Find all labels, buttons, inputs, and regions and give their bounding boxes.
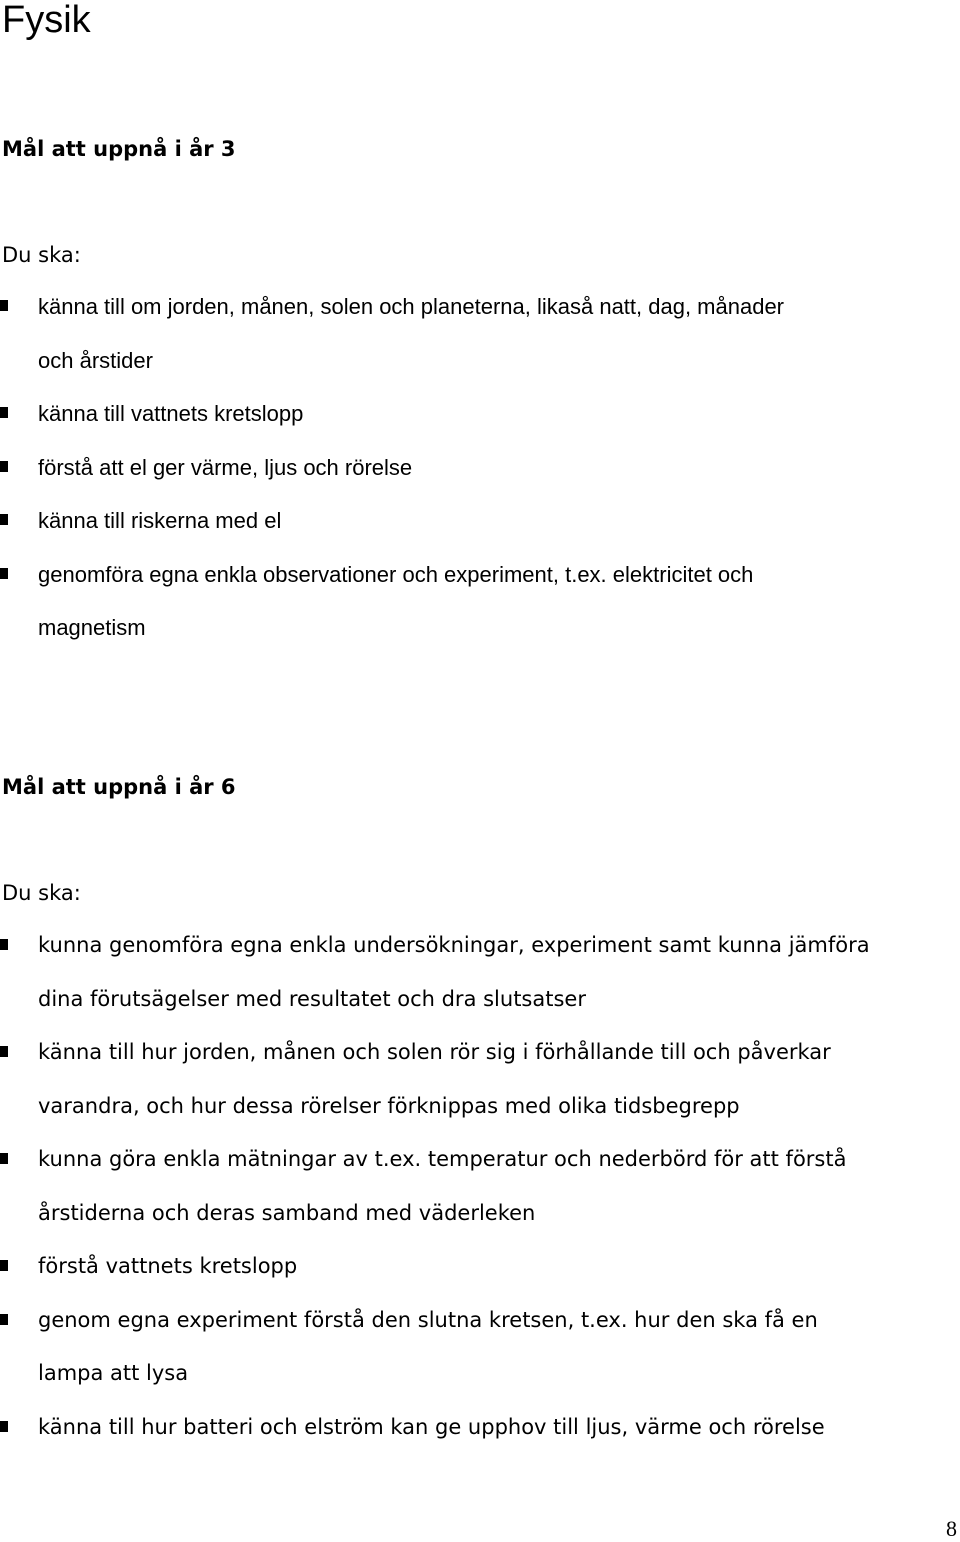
list-item-line: magnetism [38,615,146,640]
list-item [0,1026,955,1133]
bullet-square-icon [0,461,8,472]
list-item-line: och årstider [38,347,153,373]
list-item-line: lampa att lysa [38,1361,189,1385]
page-number: 8 [946,1516,957,1541]
list-item-line: känna till hur batteri och elström kan ge upphov till ljus, värme och rörelse [38,1414,825,1439]
list-item-line: känna till riskerna med el [38,508,282,533]
list-item-line: genomföra egna enkla observationer och experiment, t.ex. elektricitet och [38,561,754,587]
bullet-square-icon [0,1153,8,1164]
goal-list-year-3 [0,280,955,655]
bullet-square-icon [0,407,8,418]
section-heading-year-6: Mål att uppnå i år 6 [2,775,236,799]
bullet-square-icon [0,568,8,579]
bullet-square-icon [0,1314,8,1325]
section-heading-year-3: Mål att uppnå i år 3 [2,137,236,161]
list-item-line: kunna göra enkla mätningar av t.ex. temperatur och nederbörd för att förstå [38,1147,847,1171]
list-item [0,919,955,1026]
list-item [0,1133,955,1240]
section-intro-year-3: Du ska: [2,243,81,267]
list-item-line: genom egna experiment förstå den slutna kretsen, t.ex. hur den ska få en [38,1307,818,1332]
bullet-square-icon [0,939,8,950]
bullet-square-icon [0,1260,8,1271]
section-intro-year-6: Du ska: [2,881,81,905]
list-item-line: årstiderna och deras samband med väderleken [38,1200,536,1225]
list-item-line: känna till om jorden, månen, solen och planeterna, likaså natt, dag, månader [38,294,785,319]
list-item-line: förstå vattnets kretslopp [38,1254,298,1278]
list-item-line: förstå att el ger värme, ljus och rörelse [38,454,413,480]
list-item [0,1240,955,1294]
page-title: Fysik [2,0,91,41]
list-item [0,548,955,655]
list-item [0,494,955,548]
bullet-square-icon [0,1046,8,1057]
bullet-square-icon [0,1421,8,1432]
list-item [0,280,955,387]
bullet-square-icon [0,300,8,311]
list-item [0,387,955,441]
list-item-line: dina förutsägelser med resultatet och dra slutsatser [38,986,586,1011]
list-item [0,441,955,495]
bullet-square-icon [0,514,8,525]
list-item-line: känna till hur jorden, månen och solen rör sig i förhållande till och påverkar [38,1040,831,1064]
list-item-line: känna till vattnets kretslopp [38,401,304,426]
list-item-line: varandra, och hur dessa rörelser förknippas med olika tidsbegrepp [38,1093,740,1118]
list-item [0,1294,955,1401]
goal-list-year-6 [0,919,955,1454]
list-item-line: kunna genomföra egna enkla undersökningar, experiment samt kunna jämföra [38,933,870,957]
list-item [0,1401,955,1455]
